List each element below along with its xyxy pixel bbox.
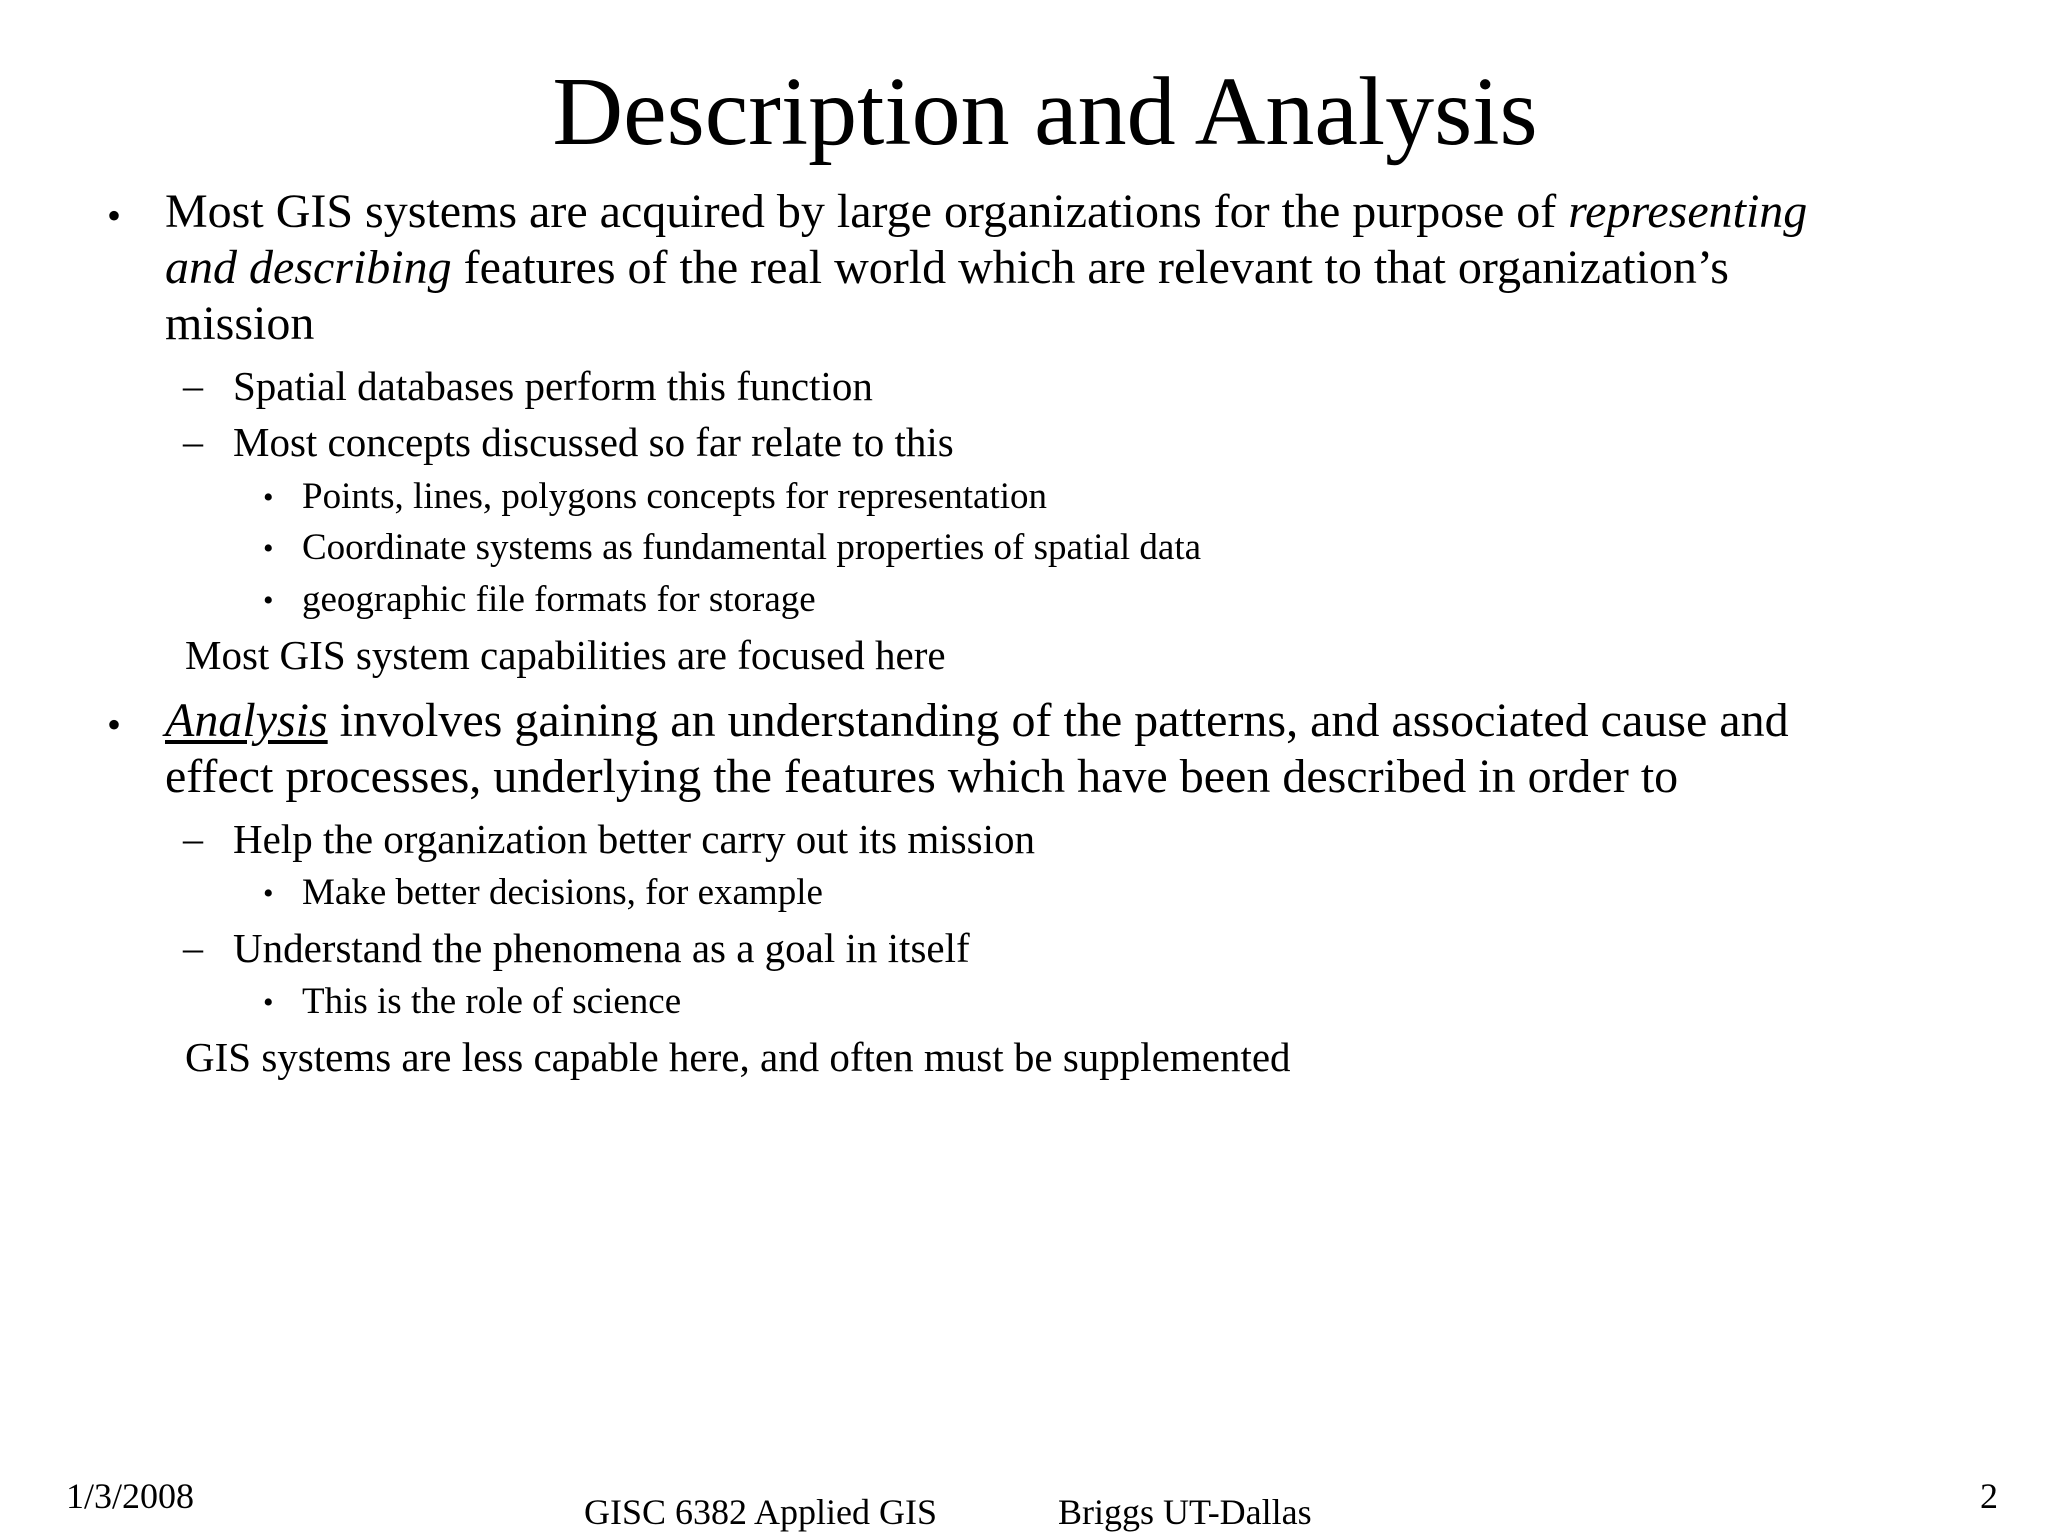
- bullet2-sub-2-item: This is the role of science: [302, 981, 682, 1022]
- bullet1-line3: mission: [165, 297, 315, 350]
- bullet-marker: •: [107, 193, 122, 238]
- dash-marker: –: [183, 363, 203, 408]
- bullet1-text-b: features of the real world which are relevant to that organization’s: [451, 241, 1729, 294]
- bullet1-text-a: Most GIS systems are acquired by large organizations for the purpose of: [165, 185, 1569, 238]
- footer-course: GISC 6382 Applied GIS: [584, 1492, 938, 1532]
- bullet1-subsub-1: Points, lines, polygons concepts for representation: [302, 476, 1048, 517]
- bullet2-sub-2: Understand the phenomena as a goal in itself: [233, 925, 970, 971]
- bullet1-italic-a: representing: [1568, 185, 1808, 238]
- footer-author: Briggs UT-Dallas: [1058, 1492, 1312, 1532]
- bullet-marker: •: [263, 481, 274, 514]
- dash-marker: –: [183, 925, 203, 970]
- dash-marker: –: [183, 816, 203, 861]
- bullet-marker: •: [263, 986, 274, 1019]
- bullet1-line1: [165, 184, 1807, 240]
- bullet2-sub-1: Help the organization better carry out its mission: [233, 816, 1035, 862]
- bullet1-line2: [165, 240, 1729, 296]
- bullet2-keyword: Analysis: [165, 694, 328, 747]
- slide-title: Description and Analysis: [552, 58, 1538, 166]
- bullet1-note: Most GIS system capabilities are focused here: [185, 632, 946, 678]
- bullet1-subsub-2: Coordinate systems as fundamental properties of spatial data: [302, 527, 1202, 568]
- bullet1-subsub-3: geographic file formats for storage: [302, 579, 816, 620]
- bullet2-text-a: involves gaining an understanding of the patterns, and associated cause and: [327, 694, 1789, 747]
- bullet1-italic-b: and describing: [165, 241, 452, 294]
- bullet2-note: GIS systems are less capable here, and often must be supplemented: [185, 1034, 1291, 1080]
- bullet-marker: •: [263, 877, 274, 910]
- footer-page-number: 2: [1980, 1476, 1998, 1516]
- bullet2-line1: [165, 693, 1789, 749]
- bullet1-sub-1: Spatial databases perform this function: [233, 363, 873, 409]
- dash-marker: –: [183, 419, 203, 464]
- bullet2-sub-1-item: Make better decisions, for example: [302, 872, 823, 913]
- bullet2-line2: effect processes, underlying the features which have been described in order to: [165, 750, 1679, 803]
- bullet-marker: •: [263, 584, 274, 617]
- bullet-marker: •: [107, 702, 122, 747]
- bullet-marker: •: [263, 532, 274, 565]
- bullet1-sub-2: Most concepts discussed so far relate to this: [233, 419, 954, 465]
- footer-date: 1/3/2008: [66, 1476, 195, 1516]
